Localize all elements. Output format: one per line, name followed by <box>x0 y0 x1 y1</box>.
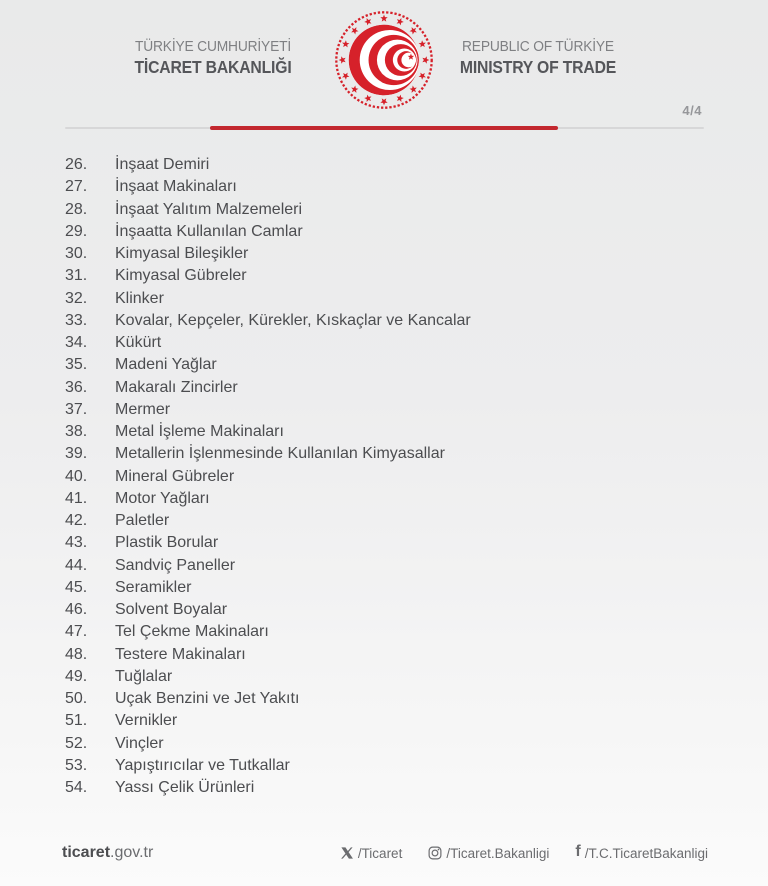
list-item-number: 40. <box>65 467 88 485</box>
list-item-label: Mermer <box>115 400 171 418</box>
list-item <box>65 288 715 310</box>
list-item <box>65 510 715 532</box>
list-item <box>65 243 715 265</box>
list-item-number: 32. <box>65 289 88 307</box>
list-item-label: İnşaatta Kullanılan Camlar <box>115 222 303 240</box>
list-item-label: Paletler <box>115 512 170 530</box>
list-item-number: 31. <box>65 267 88 285</box>
header-en-line1: REPUBLIC OF TÜRKİYE <box>462 38 614 55</box>
list-item-label: İnşaat Yalıtım Malzemeleri <box>115 200 303 218</box>
list-item-number: 49. <box>65 667 88 685</box>
website-url-bold: ticaret <box>62 844 111 861</box>
list-item-number: 29. <box>65 222 88 240</box>
list-item-number: 30. <box>65 245 88 263</box>
list-item <box>65 310 715 332</box>
list-item-label: Yassı Çelik Ürünleri <box>115 779 255 797</box>
list-item <box>65 733 715 755</box>
facebook-icon: f <box>575 843 581 860</box>
list-item <box>65 332 715 354</box>
list-item-number: 36. <box>65 378 88 396</box>
header-tr-line1: TÜRKİYE CUMHURİYETİ <box>135 38 291 55</box>
list-item-label: Sandviç Paneller <box>115 556 236 574</box>
list-item <box>65 688 715 710</box>
list-item-label: Seramikler <box>115 578 192 596</box>
list-item <box>65 377 715 399</box>
list-item-label: Metallerin İşlenmesinde Kullanılan Kimyasallar <box>115 445 445 463</box>
list-item <box>65 532 715 554</box>
list-item-number: 44. <box>65 556 88 574</box>
social-instagram-handle: /Ticaret.Bakanligi <box>446 845 550 861</box>
list-item <box>65 221 715 243</box>
list-item-number: 28. <box>65 200 88 218</box>
social-instagram <box>428 846 549 861</box>
list-item-label: Kovalar, Kepçeler, Kürekler, Kıskaçlar ve Kancalar <box>115 311 471 329</box>
list-item-number: 50. <box>65 690 88 708</box>
header-en-line2: MINISTRY OF TRADE <box>459 57 617 77</box>
list-item-number: 34. <box>65 334 88 352</box>
list-item-number: 39. <box>65 445 88 463</box>
list-item <box>65 443 715 465</box>
list-item-number: 26. <box>65 156 88 174</box>
list-item <box>65 399 715 421</box>
footer <box>62 840 708 866</box>
list-item <box>65 666 715 688</box>
list-item-number: 53. <box>65 756 88 774</box>
list-item <box>65 577 715 599</box>
header-title-english <box>448 38 628 78</box>
list-item-number: 33. <box>65 311 88 329</box>
list-item-label: Yapıştırıcılar ve Tutkallar <box>115 756 290 774</box>
list-item <box>65 488 715 510</box>
social-x-handle: /Ticaret <box>357 845 403 861</box>
divider-red-segment <box>210 126 558 130</box>
list-item-number: 54. <box>65 779 88 797</box>
list-item-label: Plastik Borular <box>115 534 219 552</box>
list-item-number: 37. <box>65 400 88 418</box>
list-item-label: Motor Yağları <box>115 489 210 507</box>
list-item-label: Vernikler <box>115 712 178 730</box>
instagram-icon <box>428 846 442 860</box>
list-item <box>65 644 715 666</box>
list-item <box>65 154 715 176</box>
list-item <box>65 265 715 287</box>
list-item <box>65 599 715 621</box>
list-item-label: Tel Çekme Makinaları <box>115 623 269 641</box>
list-item-label: Solvent Boyalar <box>115 601 228 619</box>
list-item <box>65 199 715 221</box>
list-item-number: 42. <box>65 512 88 530</box>
list-item-label: Tuğlalar <box>115 667 173 685</box>
list-item-label: İnşaat Demiri <box>115 156 210 174</box>
list-item-number: 51. <box>65 712 88 730</box>
list-item-label: Madeni Yağlar <box>115 356 217 374</box>
list-item-label: Testere Makinaları <box>115 645 246 663</box>
list-item-number: 45. <box>65 578 88 596</box>
x-twitter-icon <box>340 846 354 860</box>
list-item <box>65 354 715 376</box>
list-item-label: Metal İşleme Makinaları <box>115 423 284 441</box>
list-item-label: Kükürt <box>115 334 162 352</box>
list-item <box>65 466 715 488</box>
list-item-label: Klinker <box>115 289 164 307</box>
list-item-number: 46. <box>65 601 88 619</box>
list-item-label: Makaralı Zincirler <box>115 378 238 396</box>
website-url-rest: .gov.tr <box>110 844 154 861</box>
list-item-number: 35. <box>65 356 88 374</box>
list-item-number: 48. <box>65 645 88 663</box>
list-item-number: 41. <box>65 489 88 507</box>
social-x <box>340 846 403 861</box>
list-item <box>65 621 715 643</box>
social-facebook <box>575 845 708 861</box>
list-item <box>65 777 715 799</box>
list-item-number: 27. <box>65 178 88 196</box>
page-indicator: 4/4 <box>682 103 702 118</box>
list-item <box>65 755 715 777</box>
header-title-turkish <box>108 38 318 78</box>
list-item-label: Kimyasal Gübreler <box>115 267 247 285</box>
list-item <box>65 710 715 732</box>
list-item <box>65 176 715 198</box>
list-item-number: 47. <box>65 623 88 641</box>
social-facebook-handle: /T.C.TicaretBakanligi <box>584 845 708 861</box>
list-item-number: 38. <box>65 423 88 441</box>
product-list <box>65 154 715 799</box>
list-item-label: Vinçler <box>115 734 164 752</box>
list-item-number: 43. <box>65 534 88 552</box>
list-item <box>65 555 715 577</box>
list-item-label: Kimyasal Bileşikler <box>115 245 249 263</box>
list-item-label: Uçak Benzini ve Jet Yakıtı <box>115 690 300 708</box>
list-item <box>65 421 715 443</box>
list-item-label: İnşaat Makinaları <box>115 178 237 196</box>
ministry-of-trade-logo-icon <box>331 7 437 113</box>
list-item-label: Mineral Gübreler <box>115 467 235 485</box>
header-tr-line2: TİCARET BAKANLIĞI <box>134 57 292 77</box>
website-url <box>62 844 153 862</box>
social-links <box>340 845 708 861</box>
list-item-number: 52. <box>65 734 88 752</box>
